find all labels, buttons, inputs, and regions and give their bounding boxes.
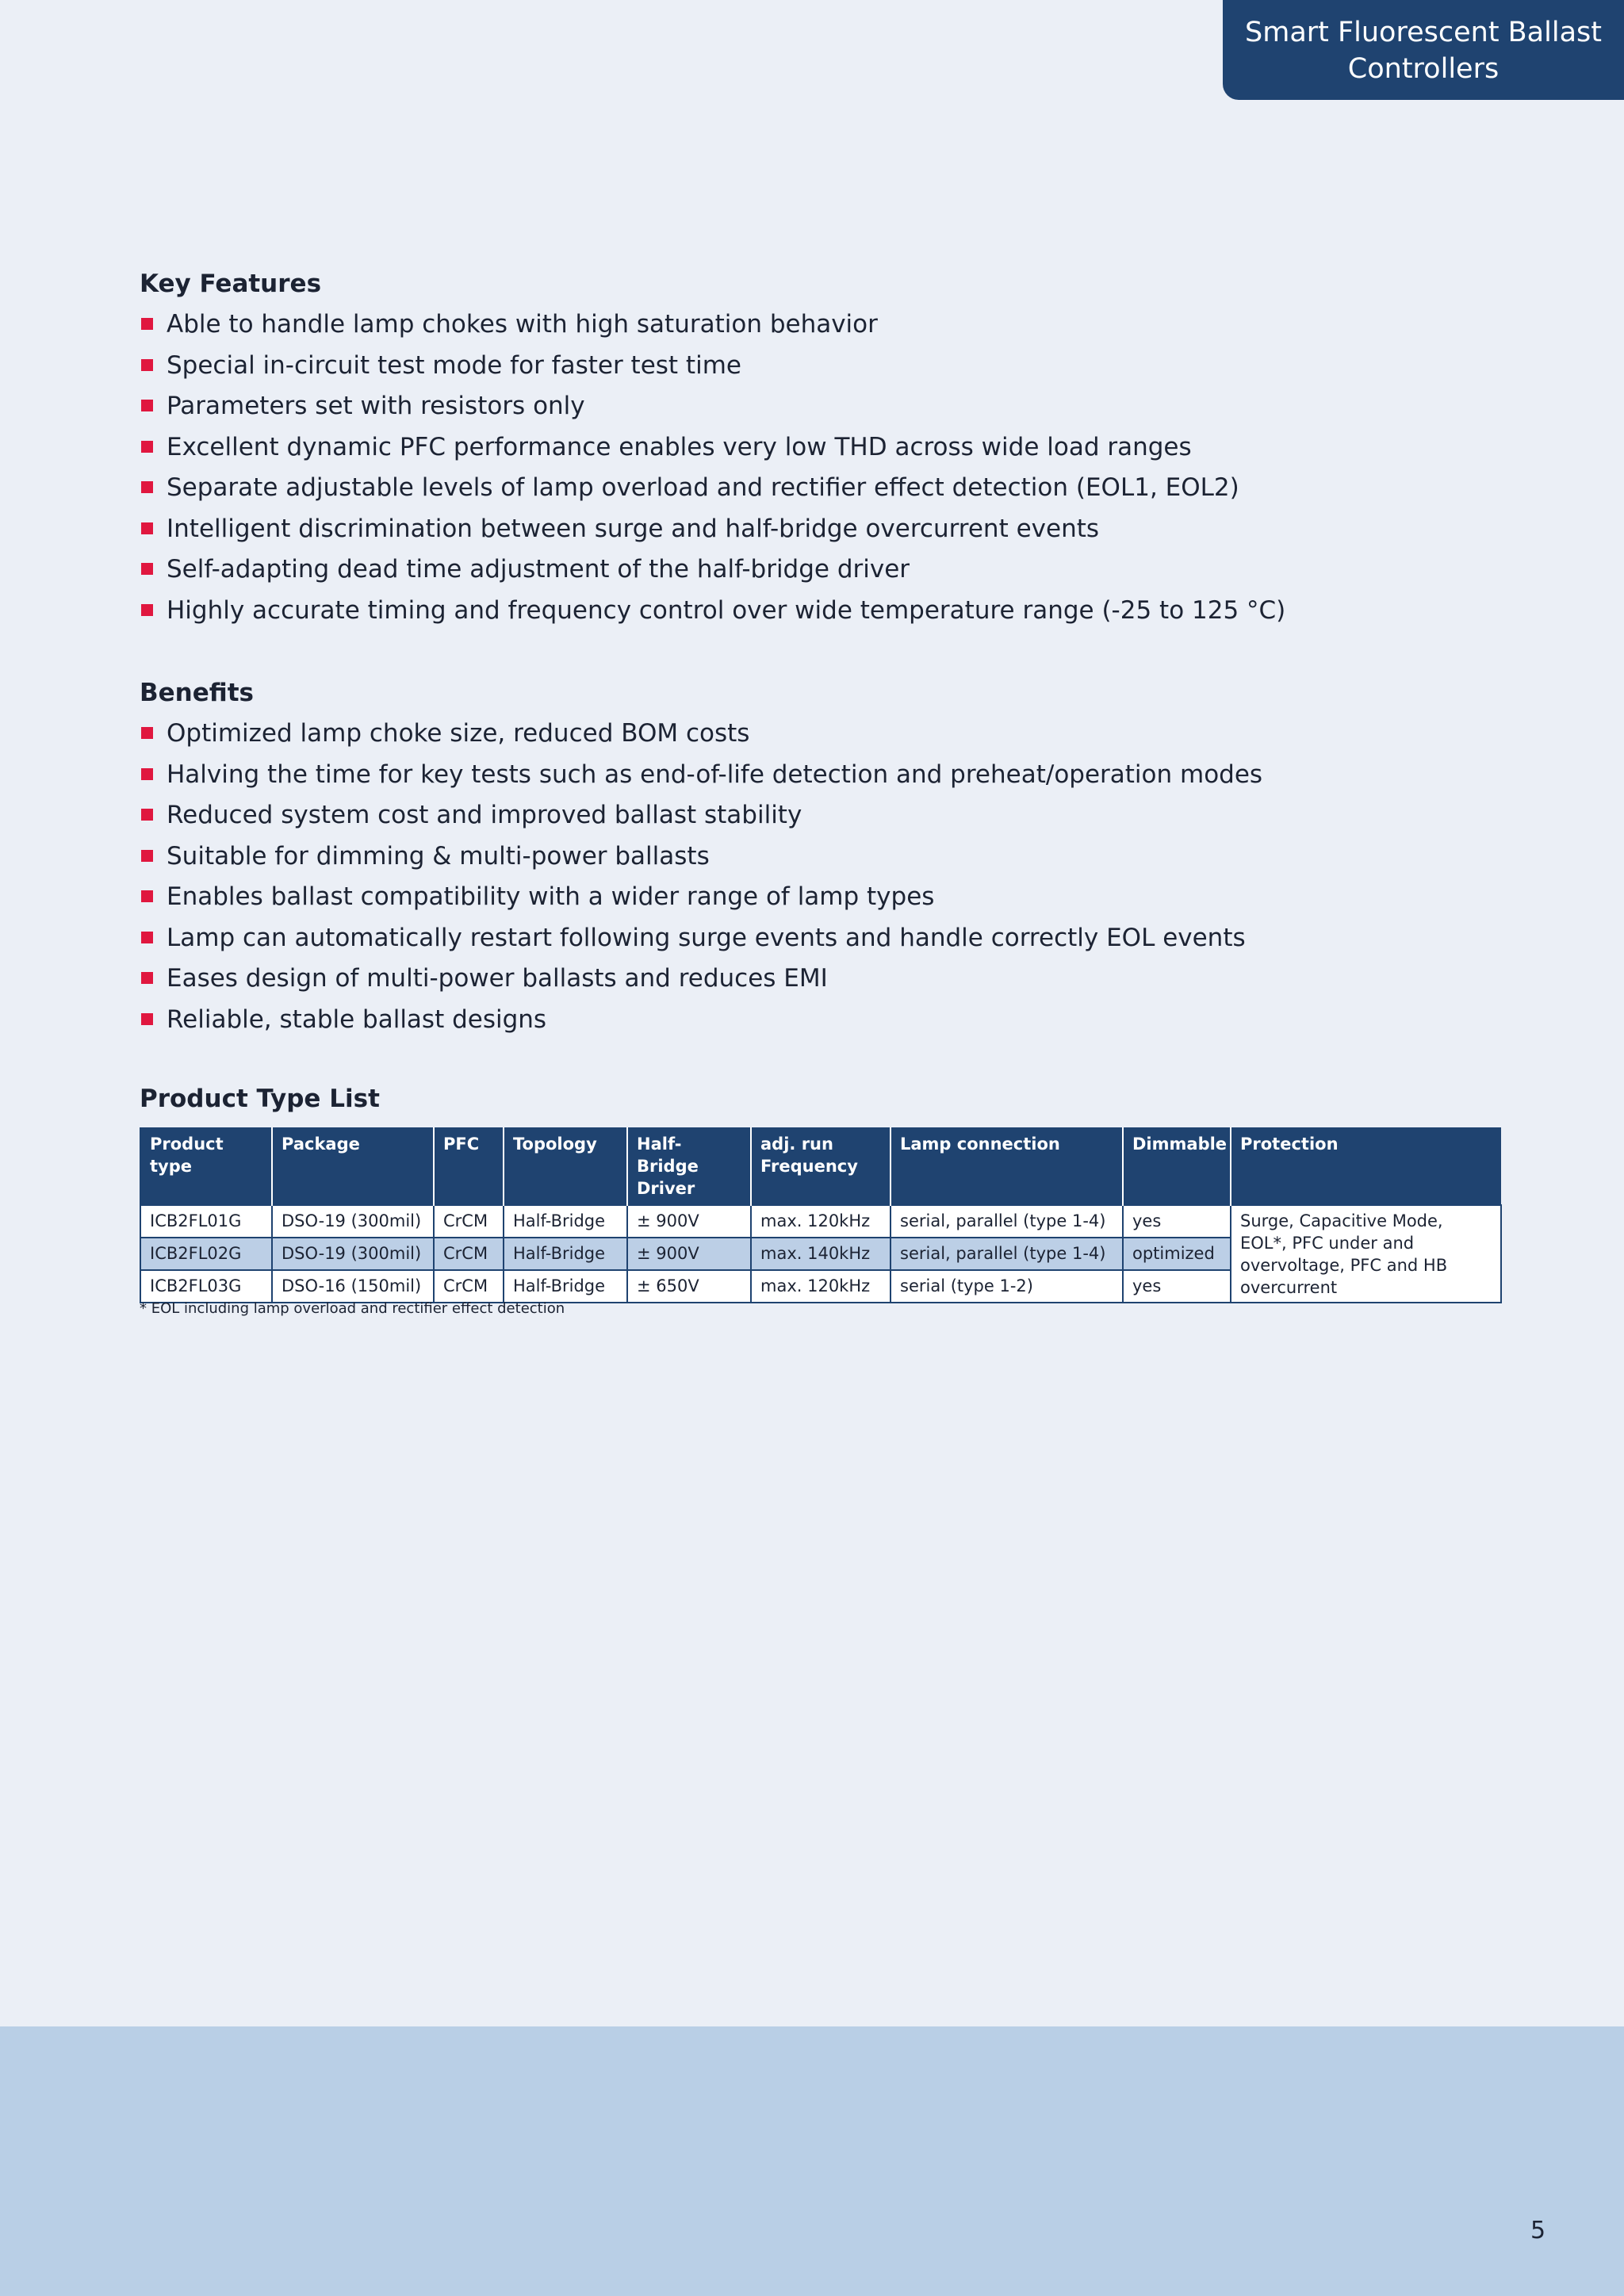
document-title-line-2: Controllers [1347,53,1500,85]
column-header: Dimmable [1123,1127,1231,1205]
benefit-text: Optimized lamp choke size, reduced BOM costs [167,719,750,748]
column-header: Lamp connection [891,1127,1123,1205]
table-cell: CrCM [434,1270,504,1303]
document-title-tab [1223,0,1624,100]
table-cell: max. 120kHz [751,1270,891,1303]
benefits-list [140,714,1488,1040]
table-cell: optimized [1123,1238,1231,1270]
bullet-square-icon [141,850,153,862]
table-row [140,1205,1501,1238]
benefit-text: Lamp can automatically restart following surge events and handle correctly EOL events [167,923,1246,952]
column-header: Product type [140,1127,272,1205]
bullet-square-icon [141,400,153,411]
bullet-square-icon [141,604,153,616]
column-header: adj. run Frequency [751,1127,891,1205]
footer-band [0,2026,1624,2296]
table-cell: Half-Bridge [504,1270,627,1303]
table-cell: ICB2FL03G [140,1270,272,1303]
column-header: Topology [504,1127,627,1205]
column-header: Protection [1231,1127,1501,1205]
table-cell: DSO-16 (150mil) [272,1270,434,1303]
key-feature-item [140,304,1488,346]
table-cell: serial, parallel (type 1-4) [891,1205,1123,1238]
benefit-item [140,918,1488,959]
table-cell: ICB2FL01G [140,1205,272,1238]
benefit-text: Reduced system cost and improved ballast stability [167,801,802,829]
table-cell: max. 120kHz [751,1205,891,1238]
key-feature-text: Able to handle lamp chokes with high saturation behavior [167,310,878,339]
key-feature-item [140,346,1488,387]
table-cell: Half-Bridge [504,1238,627,1270]
bullet-square-icon [141,768,153,780]
key-features-list [140,304,1488,631]
benefit-item [140,795,1488,836]
table-cell: ± 900V [627,1238,751,1270]
table-cell: ± 900V [627,1205,751,1238]
benefit-text: Enables ballast compatibility with a wider range of lamp types [167,882,935,911]
page-number: 5 [1530,2217,1546,2244]
column-header: PFC [434,1127,504,1205]
benefit-item [140,755,1488,796]
bullet-square-icon [141,441,153,453]
table-cell: max. 140kHz [751,1238,891,1270]
benefit-text: Suitable for dimming & multi-power ballasts [167,841,710,871]
bullet-square-icon [141,481,153,493]
product-type-table [140,1127,1502,1303]
benefit-item [140,836,1488,878]
document-title-line-1: Smart Fluorescent Ballast [1245,17,1602,48]
column-header: Half-Bridge Driver [627,1127,751,1205]
key-feature-text: Self-adapting dead time adjustment of the half-bridge driver [167,555,910,584]
bullet-square-icon [141,809,153,821]
key-feature-text: Highly accurate timing and frequency control over wide temperature range (-25 to 125 °C) [167,595,1286,625]
table-cell: DSO-19 (300mil) [272,1205,434,1238]
key-feature-text: Intelligent discrimination between surge and half-bridge overcurrent events [167,514,1100,543]
benefit-text: Halving the time for key tests such as end-of-life detection and preheat/operation modes [167,760,1263,789]
table-footnote: * EOL including lamp overload and rectifier effect detection [140,1300,565,1317]
table-cell: CrCM [434,1205,504,1238]
protection-cell: Surge, Capacitive Mode, EOL*, PFC under and overvoltage, PFC and HB overcurrent [1231,1205,1501,1303]
benefits-heading: Benefits [140,679,254,707]
key-feature-item [140,509,1488,550]
benefit-item [140,877,1488,918]
bullet-square-icon [141,359,153,371]
bullet-square-icon [141,727,153,739]
bullet-square-icon [141,890,153,902]
table-cell: ± 650V [627,1270,751,1303]
table-cell: yes [1123,1205,1231,1238]
benefit-item [140,714,1488,755]
table-cell: serial (type 1-2) [891,1270,1123,1303]
benefit-item [140,1000,1488,1041]
table-header-row [140,1127,1501,1205]
product-type-list-heading: Product Type List [140,1085,380,1113]
key-feature-text: Parameters set with resistors only [167,392,585,420]
benefit-text: Reliable, stable ballast designs [167,1004,547,1034]
table-cell: yes [1123,1270,1231,1303]
key-feature-item [140,591,1488,632]
column-header: Package [272,1127,434,1205]
bullet-square-icon [141,972,153,984]
key-feature-text: Special in-circuit test mode for faster test time [167,350,741,380]
key-feature-text: Excellent dynamic PFC performance enables very low THD across wide load ranges [167,432,1192,461]
bullet-square-icon [141,563,153,575]
key-feature-item [140,468,1488,509]
table-cell: CrCM [434,1238,504,1270]
key-feature-item [140,386,1488,427]
bullet-square-icon [141,522,153,534]
benefit-text: Eases design of multi-power ballasts and reduces EMI [167,964,828,993]
benefit-item [140,959,1488,1000]
table-cell: ICB2FL02G [140,1238,272,1270]
key-features-heading: Key Features [140,270,322,298]
table-cell: DSO-19 (300mil) [272,1238,434,1270]
table-cell: Half-Bridge [504,1205,627,1238]
key-feature-item [140,549,1488,591]
table-cell: serial, parallel (type 1-4) [891,1238,1123,1270]
key-feature-text: Separate adjustable levels of lamp overload and rectifier effect detection (EOL1, EOL2) [167,473,1239,502]
key-feature-item [140,427,1488,469]
bullet-square-icon [141,318,153,330]
bullet-square-icon [141,932,153,943]
bullet-square-icon [141,1013,153,1025]
